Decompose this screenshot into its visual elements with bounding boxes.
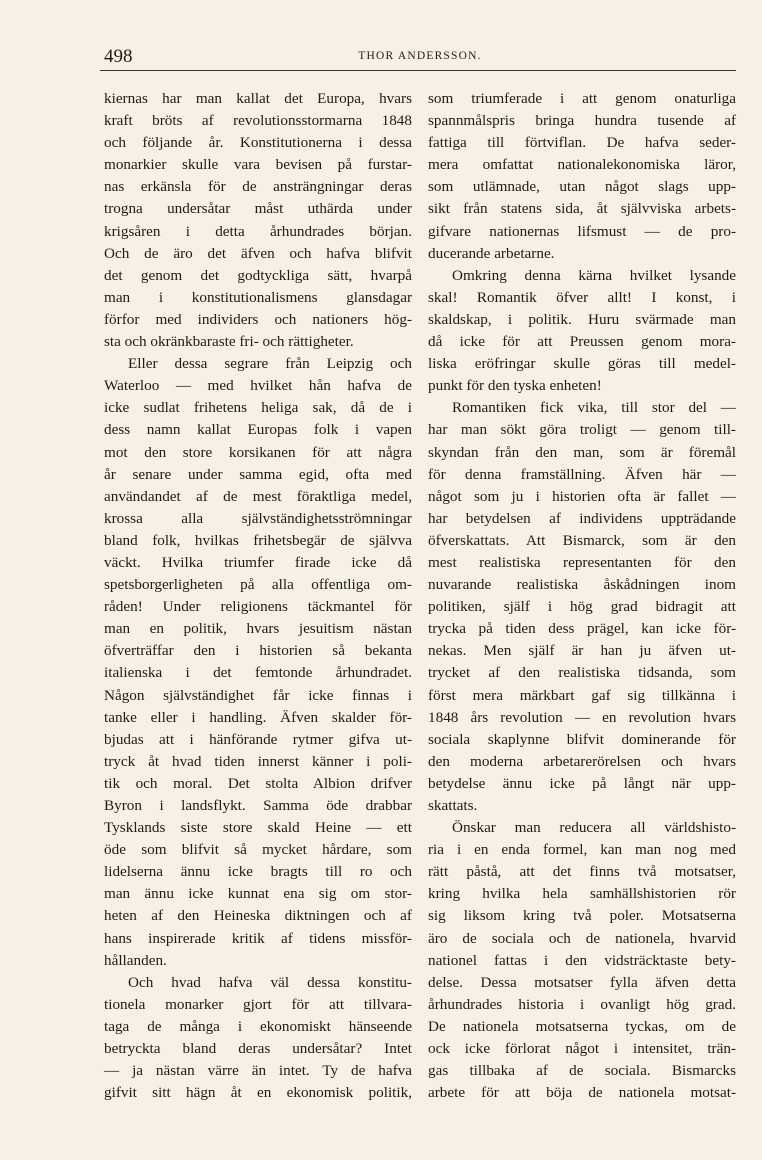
text-line: öde som blifvit så mycket hårdare, som <box>104 841 412 859</box>
text-line: krigsåren i detta århundrades början. <box>104 222 412 240</box>
text-line: tionela monarker gjort för att tillvara- <box>104 995 412 1013</box>
text-line: år senare under samma egid, ofta med <box>104 465 412 483</box>
text-line: nuvarande realistiska åskådningen inom <box>428 576 736 594</box>
text-line: krossa alla självständighetsströmningar <box>104 509 412 527</box>
text-line: skyndan från den man, som är föremål <box>428 443 736 461</box>
text-line: Och hvad hafva väl dessa konstitu- <box>128 973 412 991</box>
text-line: Tysklands siste store skald Heine — ett <box>104 819 412 837</box>
text-line: råden! Under religionens täckmantel för <box>104 598 412 616</box>
text-line: Byron i landsflykt. Samma öde drabbar <box>104 797 412 814</box>
text-line: betydelse ännu icke på långt när upp- <box>428 774 736 792</box>
text-line: Önskar man reducera all världshisto- <box>452 819 736 837</box>
text-line: hållanden. <box>104 951 167 969</box>
text-line: man en politik, hvars jesuitism nästan <box>104 620 412 638</box>
text-line: skattats. <box>428 797 478 814</box>
text-line: skal! Romantik öfver allt! I konst, i <box>428 288 736 306</box>
text-line: bland folk, hvilkas frihetsbegär de självva <box>104 531 412 549</box>
header-rule <box>100 70 736 71</box>
text-line: sta och okränkbaraste fri- och rättigheter. <box>104 333 354 351</box>
text-line: gifvit sitt hägn åt en ekonomisk politik, <box>104 1084 412 1102</box>
text-line: italienska i det femtonde århundradet. <box>104 664 412 682</box>
text-line: gas tillbaka af de sociala. Bismarcks <box>428 1062 736 1080</box>
text-line: mest realistiska representanten för den <box>428 553 736 571</box>
text-line: århundrades historia i ovanligt hög grad. <box>428 995 736 1013</box>
text-line: monarkier skulle vara bevisen på furstar- <box>104 156 412 174</box>
text-line: Omkring denna kärna hvilket lysande <box>452 266 736 284</box>
text-line: för denna framställning. Äfven här — <box>428 465 736 483</box>
text-line: taga de många i ekonomiskt hänseende <box>104 1017 412 1035</box>
text-line: mot den store korsikanen för att några <box>104 443 412 461</box>
text-line: ducerande arbetarne. <box>428 244 555 262</box>
text-line: delse. Dessa motsatser fylla äfven detta <box>428 973 736 991</box>
text-line: spetsborgerligheten på alla offentliga om- <box>104 576 412 594</box>
text-line: Eller dessa segrare från Leipzig och <box>128 355 412 373</box>
text-line: Någon självständighet får icke finnas i <box>104 686 412 704</box>
text-line: först mera märkbart gaf sig tillkänna i <box>428 686 736 704</box>
text-line: har betydelsen af individens uppträdande <box>428 509 736 527</box>
text-line: äro de sociala och de nationela, hvarvid <box>428 929 736 947</box>
text-line: punkt för den tyska enheten! <box>428 377 602 395</box>
text-line: har man sökt göra troligt — genom till- <box>428 421 736 439</box>
text-line: den moderna arbetarerörelsen och hvars <box>428 752 736 770</box>
text-line: sociala skaplynne blifvit dominerande för <box>428 730 736 748</box>
text-line: spannmålspris bringa hundra tusende af <box>428 112 736 130</box>
text-line: kiernas har man kallat det Europa, hvars <box>104 90 412 107</box>
text-line: kring hvilka hela samhällshistorien rör <box>428 885 736 903</box>
text-line: — ja nästan värre än intet. Ty de hafva <box>104 1062 412 1080</box>
text-line: som utlämnade, utan något slags upp- <box>428 178 736 196</box>
text-line: hans inspirerade kritik af tidens missför- <box>104 929 412 947</box>
text-line: betryckta bland deras undersåtar? Intet <box>104 1040 412 1058</box>
text-line: dess namn kallat Europas folk i vapen <box>104 421 412 439</box>
text-line: rätt påstå, att det finns två motsatser, <box>428 863 736 881</box>
text-line: arbete för att böja de nationela motsat- <box>428 1084 736 1102</box>
text-line: sig liksom kring två poler. Motsatserna <box>428 907 736 925</box>
text-line: något som ju i historien ofta är fallet — <box>428 487 736 505</box>
text-line: trogna undersåtar måst uthärda under <box>104 200 412 218</box>
text-line: 1848 års revolution — en revolution hvars <box>428 708 736 726</box>
text-line: kraft bröts af revolutionsstormarna 1848 <box>104 112 412 130</box>
running-head: THOR ANDERSSON. <box>358 50 482 62</box>
text-line: trycka på tiden dess prägel, kan icke för- <box>428 620 736 638</box>
text-line: mera omfattat nationalekonomiska läror, <box>428 156 736 174</box>
text-line: trycket af den realistiska tidsanda, som <box>428 664 736 682</box>
text-line: sikt från statens sida, åt självviska arbets- <box>428 200 736 218</box>
text-line: nas erkänsla för de ansträngningar deras <box>104 178 412 196</box>
text-line: liska eröfringar skulle göras till medel- <box>428 355 736 373</box>
text-line: lidelserna ännu icke bragts till ro och <box>104 863 412 881</box>
text-line: icke sudlat frihetens heliga sak, då de i <box>104 399 412 417</box>
text-line: nationel fattas i den vidsträcktaste bety- <box>428 951 736 969</box>
text-line: man i konstitutionalismens glansdagar <box>104 288 412 306</box>
text-line: som triumferade i att genom onaturliga <box>428 90 736 107</box>
right-column <box>428 88 736 1104</box>
text-line: Romantiken fick vika, till stor del — <box>452 399 736 417</box>
text-line: och följande år. Konstitutionerna i dessa <box>104 134 412 152</box>
text-line: nekas. Men själf är han ju äfven ut- <box>428 642 736 660</box>
text-line: Och de äro det äfven och hafva blifvit <box>104 244 412 262</box>
text-line: väckt. Hvilka triumfer firade icke då <box>104 553 412 571</box>
text-line: ock icke förlorat något i intensitet, trän- <box>428 1040 736 1058</box>
text-line: förfor med individers och nationers hög- <box>104 310 412 328</box>
text-line: då icke för att Preussen genom mora- <box>428 333 736 351</box>
text-line: De nationela motsatserna tyckas, om de <box>428 1017 736 1035</box>
text-line: tryck åt hvad tiden innerst känner i poli- <box>104 752 412 770</box>
text-line: öfverträffar den i historien så bekanta <box>104 642 412 660</box>
text-line: det genom det godtyckliga sätt, hvarpå <box>104 266 412 284</box>
text-line: tanke eller i handling. Äfven skalder för- <box>104 708 412 726</box>
text-line: heten af den Heineska diktningen och af <box>104 907 412 925</box>
text-line: bjudas att i hänförande rytmer gifva ut- <box>104 730 412 748</box>
text-line: ria i en enda formel, kan man nog med <box>428 841 736 859</box>
page-header <box>104 46 736 70</box>
text-line: tik och moral. Det stolta Albion drifver <box>104 774 412 792</box>
left-column <box>104 88 412 1104</box>
text-line: skaldskap, i politik. Huru svärmade man <box>428 310 736 328</box>
text-line: öfverskattats. Att Bismarck, som är den <box>428 531 736 549</box>
text-line: politiken, själf i hög grad bidragit att <box>428 598 736 616</box>
text-line: Waterloo — med hvilket hån hafva de <box>104 377 412 395</box>
page-number: 498 <box>104 46 133 67</box>
text-line: man ännu icke kunnat ena sig om stor- <box>104 885 412 903</box>
text-line: användandet af de mest föraktliga medel, <box>104 487 412 505</box>
text-line: fattiga till förtviflan. De hafva seder- <box>428 134 736 152</box>
text-line: gifvare nationernas lifsmust — de pro- <box>428 222 736 240</box>
